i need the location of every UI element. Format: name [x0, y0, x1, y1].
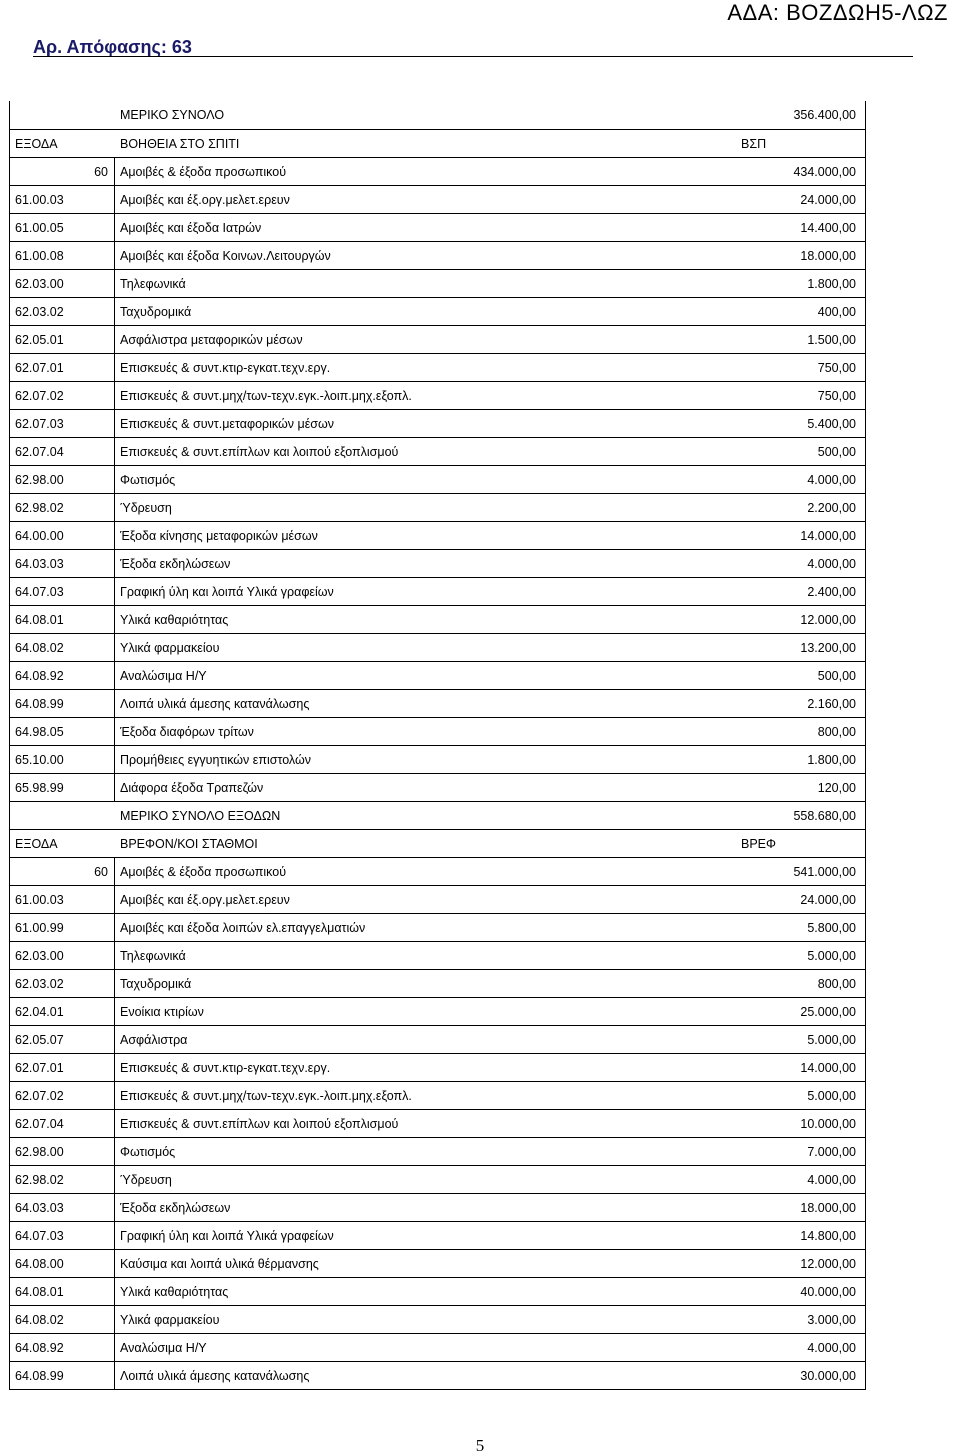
budget-table [9, 101, 866, 1390]
account-code: 64.08.00 [15, 1257, 64, 1271]
account-code: 62.05.07 [15, 1033, 64, 1047]
amount: 5.000,00 [807, 949, 856, 963]
column-divider [114, 410, 115, 437]
table-row [10, 269, 865, 297]
account-code: 64.08.02 [15, 1313, 64, 1327]
account-code: 62.07.02 [15, 389, 64, 403]
column-divider [114, 746, 115, 773]
table-row [10, 661, 865, 689]
amount: 4.000,00 [807, 557, 856, 571]
table-row [10, 465, 865, 493]
column-divider [114, 1278, 115, 1305]
amount: 800,00 [817, 725, 856, 739]
account-description: Επισκευές & συντ.επίπλων και λοιπού εξοπλισμού [120, 1117, 399, 1131]
account-description: Αναλώσιμα Η/Υ [120, 669, 207, 683]
column-divider [114, 914, 115, 941]
column-divider [114, 1362, 115, 1389]
account-group: 60 [94, 865, 108, 879]
table-row [10, 1221, 865, 1249]
account-code: 64.08.02 [15, 641, 64, 655]
column-divider [114, 606, 115, 633]
amount: 10.000,00 [800, 1117, 856, 1131]
column-divider [114, 326, 115, 353]
table-row [10, 941, 865, 969]
table-row [10, 913, 865, 941]
table-row [10, 213, 865, 241]
account-description: Υλικά φαρμακείου [120, 1313, 220, 1327]
account-code: 62.03.00 [15, 949, 64, 963]
amount: 2.160,00 [807, 697, 856, 711]
amount: 500,00 [817, 669, 856, 683]
amount: 40.000,00 [800, 1285, 856, 1299]
table-row [10, 717, 865, 745]
amount: 4.000,00 [807, 1341, 856, 1355]
column-divider [114, 550, 115, 577]
amount: 120,00 [817, 781, 856, 795]
account-code: 64.07.03 [15, 585, 64, 599]
account-description: Αμοιβές και έξοδα Ιατρών [120, 221, 262, 235]
account-code: 62.03.02 [15, 977, 64, 991]
account-description: Έξοδα διαφόρων τρίτων [120, 725, 254, 739]
column-divider [114, 1082, 115, 1109]
table-row [10, 801, 865, 829]
account-code: 61.00.99 [15, 921, 64, 935]
amount: 356.400,00 [793, 108, 856, 122]
account-code: 62.07.02 [15, 1089, 64, 1103]
amount: 500,00 [817, 445, 856, 459]
amount: 14.000,00 [800, 1061, 856, 1075]
column-divider [114, 858, 115, 885]
amount: 541.000,00 [793, 865, 856, 879]
account-description: Αναλώσιμα Η/Υ [120, 1341, 207, 1355]
column-divider [114, 522, 115, 549]
table-row [10, 969, 865, 997]
amount: 2.200,00 [807, 501, 856, 515]
amount: 5.000,00 [807, 1089, 856, 1103]
account-code: 61.00.03 [15, 893, 64, 907]
table-row [10, 577, 865, 605]
column-divider [114, 1166, 115, 1193]
amount: 2.400,00 [807, 585, 856, 599]
table-row [10, 829, 865, 857]
account-description: Αμοιβές και έξοδα Κοινων.Λειτουργών [120, 249, 331, 263]
account-code: 62.04.01 [15, 1005, 64, 1019]
column-divider [114, 186, 115, 213]
table-row [10, 325, 865, 353]
column-divider [114, 1250, 115, 1277]
column-divider [114, 214, 115, 241]
account-description: Ύδρευση [120, 1173, 172, 1187]
account-code: 64.03.03 [15, 557, 64, 571]
table-row [10, 1305, 865, 1333]
table-row [10, 297, 865, 325]
amount: 12.000,00 [800, 613, 856, 627]
account-code: 62.07.03 [15, 417, 64, 431]
account-code: 62.03.00 [15, 277, 64, 291]
account-code: 64.08.99 [15, 1369, 64, 1383]
amount: 5.000,00 [807, 1033, 856, 1047]
account-code: 62.07.01 [15, 1061, 64, 1075]
account-description: Διάφορα έξοδα Τραπεζών [120, 781, 264, 795]
account-code: 62.98.02 [15, 1173, 64, 1187]
account-description: Επισκευές & συντ.κτιρ-εγκατ.τεχν.εργ. [120, 361, 331, 375]
table-row [10, 885, 865, 913]
account-description: Ταχυδρομικά [120, 977, 192, 991]
column-divider [114, 1026, 115, 1053]
table-row [10, 129, 865, 157]
account-code: 64.08.99 [15, 697, 64, 711]
account-description: Γραφική ύλη και λοιπά Υλικά γραφείων [120, 1229, 334, 1243]
amount: 5.400,00 [807, 417, 856, 431]
account-code: 64.08.92 [15, 1341, 64, 1355]
account-description: Φωτισμός [120, 473, 176, 487]
table-row [10, 997, 865, 1025]
table-row [10, 437, 865, 465]
header-divider [33, 56, 913, 57]
account-code: 61.00.03 [15, 193, 64, 207]
table-row [10, 353, 865, 381]
column-divider [114, 466, 115, 493]
account-description: Ύδρευση [120, 501, 172, 515]
column-divider [114, 494, 115, 521]
table-row [10, 381, 865, 409]
account-description: Ενοίκια κτιρίων [120, 1005, 204, 1019]
amount: 7.000,00 [807, 1145, 856, 1159]
table-row [10, 605, 865, 633]
account-description: Επισκευές & συντ.κτιρ-εγκατ.τεχν.εργ. [120, 1061, 331, 1075]
table-row [10, 241, 865, 269]
amount: 558.680,00 [793, 809, 856, 823]
account-description: Ασφάλιστρα [120, 1033, 188, 1047]
account-description: Αμοιβές & έξοδα προσωπικού [120, 165, 287, 179]
account-description: Τηλεφωνικά [120, 277, 186, 291]
account-description: ΒΡΕΦΟΝ/ΚΟΙ ΣΤΑΘΜΟΙ [120, 837, 258, 851]
amount: 14.800,00 [800, 1229, 856, 1243]
table-row [10, 1081, 865, 1109]
account-description: ΒΟΗΘΕΙΑ ΣΤΟ ΣΠΙΤΙ [120, 137, 240, 151]
column-divider [114, 298, 115, 325]
amount: 3.000,00 [807, 1313, 856, 1327]
account-description: Λοιπά υλικά άμεσης κατανάλωσης [120, 697, 310, 711]
table-row [10, 773, 865, 801]
account-code: 62.98.00 [15, 473, 64, 487]
amount: 24.000,00 [800, 893, 856, 907]
amount: 24.000,00 [800, 193, 856, 207]
amount: 1.500,00 [807, 333, 856, 347]
account-description: Αμοιβές και έξ.οργ.μελετ.ερευν [120, 193, 290, 207]
account-code: 64.07.03 [15, 1229, 64, 1243]
account-description: Έξοδα εκδηλώσεων [120, 557, 231, 571]
amount: 25.000,00 [800, 1005, 856, 1019]
account-description: Καύσιμα και λοιπά υλικά θέρμανσης [120, 1257, 319, 1271]
account-description: Γραφική ύλη και λοιπά Υλικά γραφείων [120, 585, 334, 599]
amount: 4.000,00 [807, 1173, 856, 1187]
column-divider [114, 690, 115, 717]
account-description: Επισκευές & συντ.μηχ/των-τεχν.εγκ.-λοιπ.μηχ.εξοπλ. [120, 1089, 412, 1103]
column-divider [114, 718, 115, 745]
table-row [10, 1137, 865, 1165]
account-description: ΜΕΡΙΚΟ ΣΥΝΟΛΟ ΕΞΟΔΩΝ [120, 809, 281, 823]
account-description: Έξοδα κίνησης μεταφορικών μέσων [120, 529, 318, 543]
amount: 4.000,00 [807, 473, 856, 487]
account-code: 62.98.02 [15, 501, 64, 515]
account-description: Υλικά καθαριότητας [120, 1285, 229, 1299]
account-description: Υλικά φαρμακείου [120, 641, 220, 655]
column-divider [114, 634, 115, 661]
amount: 800,00 [817, 977, 856, 991]
table-row [10, 857, 865, 885]
table-row [10, 549, 865, 577]
table-row [10, 1165, 865, 1193]
account-code: 62.05.01 [15, 333, 64, 347]
account-code: 61.00.05 [15, 221, 64, 235]
table-row [10, 1333, 865, 1361]
section-tag: ΒΡΕΦ [741, 837, 776, 851]
table-row [10, 1249, 865, 1277]
column-divider [114, 438, 115, 465]
account-code: ΕΞΟΔΑ [15, 137, 58, 151]
account-code: ΕΞΟΔΑ [15, 837, 58, 851]
account-description: Προμήθειες εγγυητικών επιστολών [120, 753, 312, 767]
amount: 30.000,00 [800, 1369, 856, 1383]
account-description: Λοιπά υλικά άμεσης κατανάλωσης [120, 1369, 310, 1383]
account-description: Αμοιβές και έξ.οργ.μελετ.ερευν [120, 893, 290, 907]
table-row [10, 409, 865, 437]
account-description: Έξοδα εκδηλώσεων [120, 1201, 231, 1215]
amount: 400,00 [817, 305, 856, 319]
column-divider [114, 970, 115, 997]
account-description: Επισκευές & συντ.μεταφορικών μέσων [120, 417, 334, 431]
table-row [10, 521, 865, 549]
ada-code: ΑΔΑ: ΒΟΖΔΩΗ5-ΛΩΖ [727, 0, 948, 25]
account-description: Ασφάλιστρα μεταφορικών μέσων [120, 333, 303, 347]
account-code: 62.07.04 [15, 1117, 64, 1131]
account-code: 64.98.05 [15, 725, 64, 739]
column-divider [114, 662, 115, 689]
account-description: Επισκευές & συντ.μηχ/των-τεχν.εγκ.-λοιπ.μηχ.εξοπλ. [120, 389, 412, 403]
column-divider [114, 382, 115, 409]
amount: 12.000,00 [800, 1257, 856, 1271]
column-divider [114, 886, 115, 913]
column-divider [114, 1306, 115, 1333]
table-row [10, 1025, 865, 1053]
column-divider [114, 942, 115, 969]
account-code: 64.08.01 [15, 1285, 64, 1299]
table-row [10, 101, 865, 129]
account-code: 61.00.08 [15, 249, 64, 263]
account-description: Αμοιβές & έξοδα προσωπικού [120, 865, 287, 879]
account-description: Φωτισμός [120, 1145, 176, 1159]
amount: 1.800,00 [807, 277, 856, 291]
column-divider [114, 270, 115, 297]
account-description: Τηλεφωνικά [120, 949, 186, 963]
amount: 750,00 [817, 389, 856, 403]
column-divider [114, 998, 115, 1025]
table-row [10, 1277, 865, 1305]
account-code: 65.10.00 [15, 753, 64, 767]
column-divider [114, 242, 115, 269]
amount: 5.800,00 [807, 921, 856, 935]
column-divider [114, 1054, 115, 1081]
column-divider [114, 1222, 115, 1249]
account-code: 62.98.00 [15, 1145, 64, 1159]
table-row [10, 1053, 865, 1081]
amount: 13.200,00 [800, 641, 856, 655]
table-row [10, 1109, 865, 1137]
account-code: 64.08.92 [15, 669, 64, 683]
account-description: Επισκευές & συντ.επίπλων και λοιπού εξοπλισμού [120, 445, 399, 459]
page-number: 5 [475, 1436, 485, 1455]
table-row [10, 745, 865, 773]
table-row [10, 633, 865, 661]
amount: 18.000,00 [800, 249, 856, 263]
column-divider [114, 354, 115, 381]
column-divider [114, 158, 115, 185]
decision-number: Αρ. Απόφασης: 63 [33, 37, 192, 57]
amount: 18.000,00 [800, 1201, 856, 1215]
amount: 1.800,00 [807, 753, 856, 767]
table-row [10, 1193, 865, 1221]
table-row [10, 1361, 865, 1389]
table-row [10, 157, 865, 185]
account-code: 64.00.00 [15, 529, 64, 543]
amount: 750,00 [817, 361, 856, 375]
column-divider [114, 1194, 115, 1221]
amount: 434.000,00 [793, 165, 856, 179]
account-code: 64.08.01 [15, 613, 64, 627]
account-code: 62.07.04 [15, 445, 64, 459]
account-code: 62.07.01 [15, 361, 64, 375]
account-code: 64.03.03 [15, 1201, 64, 1215]
column-divider [114, 1334, 115, 1361]
column-divider [114, 1110, 115, 1137]
account-group: 60 [94, 165, 108, 179]
table-row [10, 689, 865, 717]
section-tag: ΒΣΠ [741, 137, 767, 151]
account-code: 65.98.99 [15, 781, 64, 795]
account-description: Αμοιβές και έξοδα λοιπών ελ.επαγγελματιών [120, 921, 366, 935]
account-code: 62.03.02 [15, 305, 64, 319]
account-description: Ταχυδρομικά [120, 305, 192, 319]
account-description: Υλικά καθαριότητας [120, 613, 229, 627]
account-description: ΜΕΡΙΚΟ ΣΥΝΟΛΟ [120, 108, 225, 122]
column-divider [114, 578, 115, 605]
column-divider [114, 1138, 115, 1165]
amount: 14.400,00 [800, 221, 856, 235]
column-divider [114, 774, 115, 801]
amount: 14.000,00 [800, 529, 856, 543]
table-row [10, 185, 865, 213]
table-row [10, 493, 865, 521]
